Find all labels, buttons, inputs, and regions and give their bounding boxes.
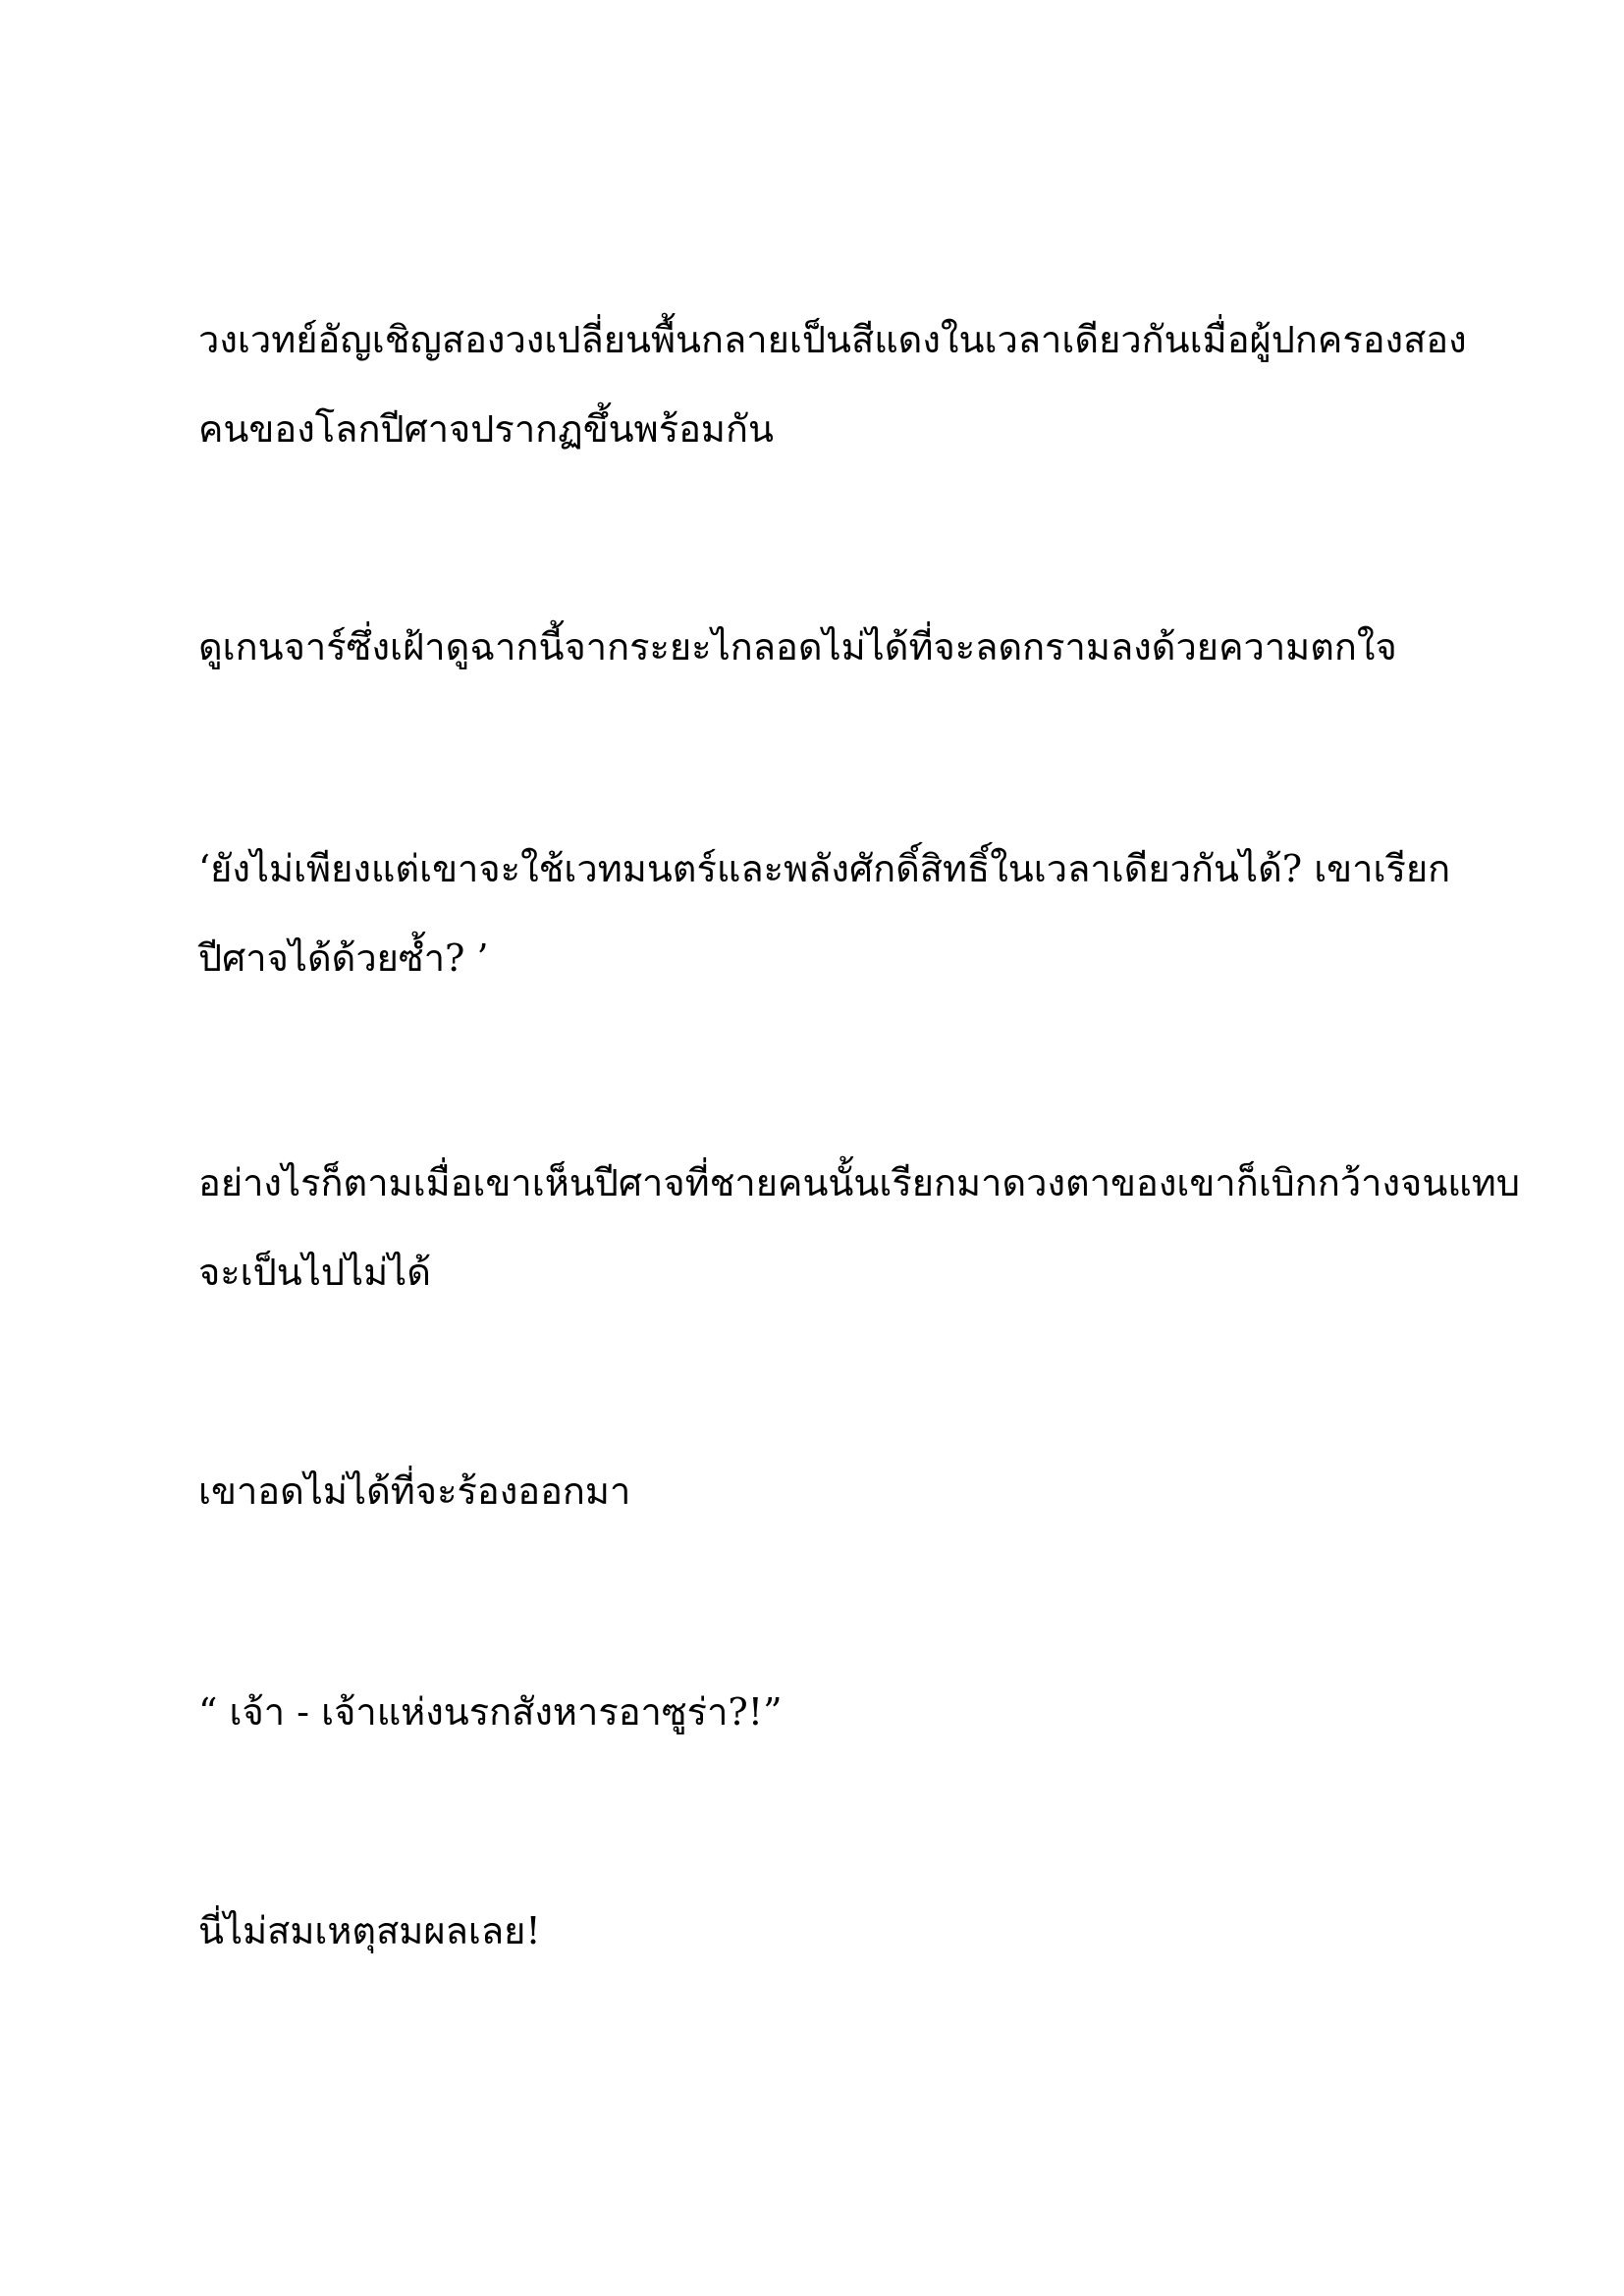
- paragraph-line: นี่ไม่สมเหตุสมผลเลย!: [198, 1909, 541, 1952]
- paragraph-line: ดูเกนจาร์ซึ่งเฝ้าดูฉากนี้จากระยะไกลอดไม่ได้ที่จะลดกรามลงด้วยความตกใจ: [198, 625, 1397, 668]
- paragraph-inner-thought: [198, 825, 1451, 1003]
- paragraph-unreasonable: [198, 1887, 1435, 1976]
- paragraph-line: ปีศาจได้ด้วยซ้ำ? ’: [198, 936, 489, 980]
- paragraph-dugenjar-shock: [198, 603, 1435, 692]
- paragraph-cry-out: [198, 1447, 1435, 1536]
- paragraph-line: “ เจ้า - เจ้าแห่งนรกสังหารอาซูร่า?!”: [198, 1690, 783, 1734]
- paragraph-eyes-widen: [198, 1139, 1520, 1317]
- paragraph-line: อย่างไรก็ตามเมื่อเขาเห็นปีศาจที่ชายคนนั้นเรียกมาดวงตาของเขาก็เบิกกว้างจนแทบ: [198, 1161, 1520, 1204]
- paragraph-line: คนของโลกปีศาจปรากฏขึ้นพร้อมกัน: [198, 407, 774, 451]
- paragraph-line: จะเป็นไปไม่ได้: [198, 1251, 431, 1294]
- paragraph-line: เขาอดไม่ได้ที่จะร้องออกมา: [198, 1469, 631, 1513]
- paragraph-line: ‘ยังไม่เพียงแต่เขาจะใช้เวทมนตร์และพลังศักดิ์สิทธิ์ในเวลาเดียวกันได้? เขาเรียก: [198, 847, 1451, 890]
- paragraph-dialogue-asura: [198, 1668, 1435, 1757]
- paragraph-line: วงเวทย์อัญเชิญสองวงเปลี่ยนพื้นกลายเป็นสีแดงในเวลาเดียวกันเมื่อผู้ปกครองสอง: [198, 318, 1467, 361]
- paragraph-summoning-circles: [198, 295, 1467, 474]
